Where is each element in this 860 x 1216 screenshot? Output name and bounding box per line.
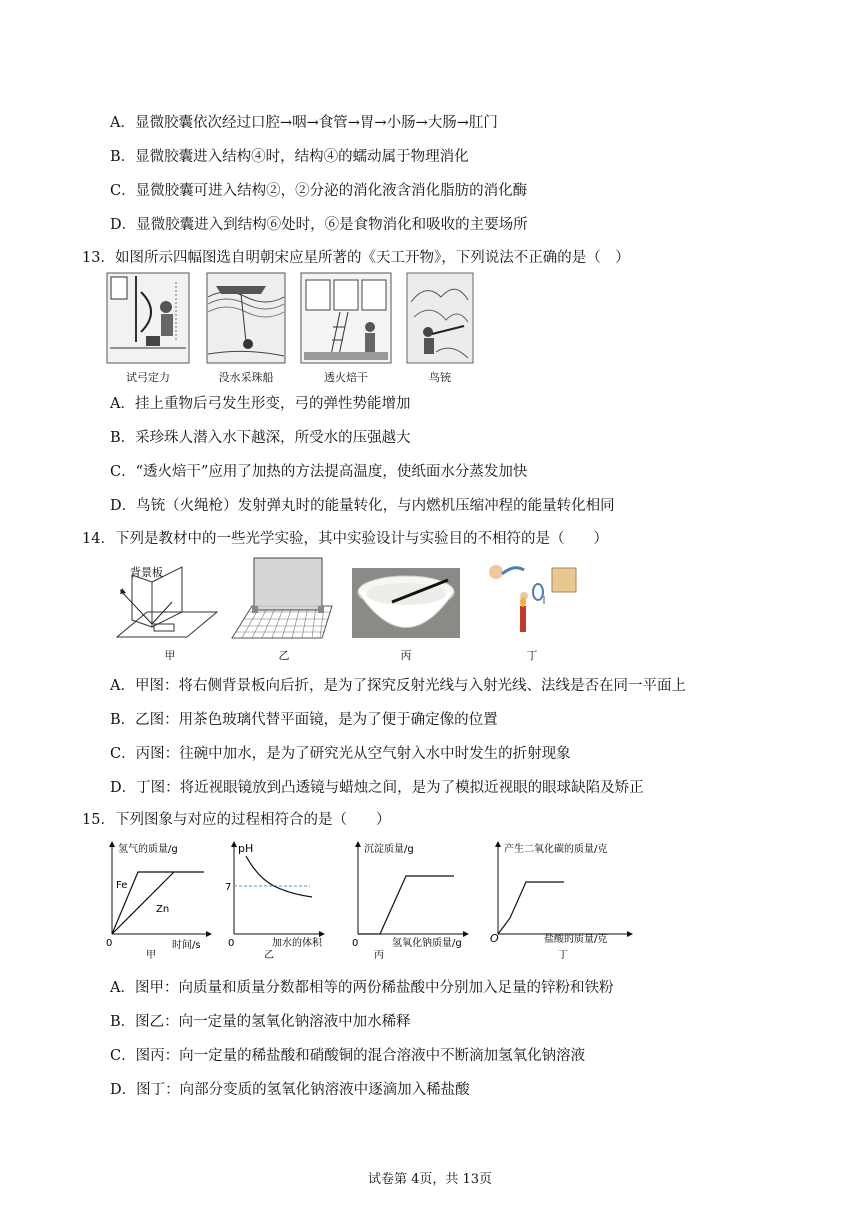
caption-pearl-diving: 没水采珠船 bbox=[218, 371, 274, 384]
q14-option-c: C．丙图：往碗中加水，是为了研究光从空气射入水中时发生的折射现象 bbox=[110, 746, 571, 762]
yi-caption: 乙 bbox=[264, 950, 274, 961]
myopia-lens-experiment-figure bbox=[484, 560, 584, 642]
yi-seven: 7 bbox=[225, 882, 232, 893]
q12-option-b: B．显微胶囊进入结构④时，结构④的蠕动属于物理消化 bbox=[110, 149, 469, 165]
jia-origin: 0 bbox=[106, 938, 113, 949]
q13-option-c: C．“透火焙干”应用了加热的方法提高温度，使纸面水分蒸发加快 bbox=[110, 464, 528, 480]
graph-jia bbox=[104, 838, 214, 961]
q14-stem: 14．下列是教材中的一些光学实验，其中实验设计与实验目的不相符的是（ ） bbox=[82, 531, 608, 547]
graph-ding bbox=[486, 838, 636, 961]
q15-stem: 15．下列图象与对应的过程相符合的是（ ） bbox=[82, 812, 391, 828]
page-footer: 试卷第 4页，共 13页 bbox=[367, 1172, 493, 1187]
caption-paper-drying: 透火焙干 bbox=[324, 371, 368, 384]
co2-curve bbox=[498, 882, 564, 934]
bing-xlabel: 氢氧化钠质量/g bbox=[392, 938, 462, 949]
woodcut-pearl-diving-image bbox=[206, 272, 286, 364]
bing-ylabel: 沉淀质量/g bbox=[364, 844, 414, 855]
graph-yi bbox=[225, 838, 326, 961]
woodcut-bow-image bbox=[106, 272, 190, 364]
ding-xlabel: 盐酸的质量/克 bbox=[544, 934, 608, 945]
q12-option-d: D．显微胶囊进入到结构⑥处时，⑥是食物消化和吸收的主要场所 bbox=[110, 217, 528, 233]
zn-label: Zn bbox=[156, 904, 170, 915]
q12-option-c: C．显微胶囊可进入结构②，②分泌的消化液含消化脂肪的消化酶 bbox=[110, 183, 528, 199]
caption-musket: 鸟铳 bbox=[429, 371, 451, 384]
woodcut-musket-image bbox=[406, 272, 474, 364]
yi-origin: 0 bbox=[228, 938, 235, 949]
precipitate-curve bbox=[358, 876, 454, 934]
caption-bow: 试弓定力 bbox=[126, 371, 170, 384]
bing-origin: 0 bbox=[352, 938, 359, 949]
caption-ding: 丁 bbox=[526, 649, 538, 662]
q15-option-c: C．图丙：向一定量的稀盐酸和硝酸铜的混合溶液中不断滴加氢氧化钠溶液 bbox=[110, 1048, 586, 1064]
jia-caption: 甲 bbox=[146, 950, 156, 961]
yi-ylabel: pH bbox=[238, 842, 254, 855]
jia-xlabel: 时间/s bbox=[172, 940, 201, 951]
q15-option-d: D．图丁：向部分变质的氢氧化钠溶液中逐滴加入稀盐酸 bbox=[110, 1082, 470, 1098]
q13-stem: 13．如图所示四幅图选自明朝宋应星所著的《天工开物》，下列说法不正确的是（ ） bbox=[82, 250, 630, 266]
q14-option-a: A．甲图：将右侧背景板向后折，是为了探究反射光线与入射光线、法线是否在同一平面上 bbox=[110, 678, 686, 694]
graph-bing bbox=[350, 838, 470, 961]
ding-caption: 丁 bbox=[558, 950, 568, 961]
yi-xlabel: 加水的体积 bbox=[272, 938, 322, 949]
ding-ylabel: 产生二氧化碳的质量/克 bbox=[504, 844, 608, 855]
bowl-refraction-image bbox=[352, 568, 460, 638]
plane-mirror-grid-figure bbox=[232, 556, 332, 640]
q13-option-a: A．挂上重物后弓发生形变，弓的弹性势能增加 bbox=[110, 396, 411, 412]
q14-option-d: D．丁图：将近视眼镜放到凸透镜与蜡烛之间，是为了模拟近视眼的眼球缺陷及矫正 bbox=[110, 780, 644, 796]
caption-jia: 甲 bbox=[164, 649, 176, 662]
fe-label: Fe bbox=[116, 880, 128, 891]
ding-origin: O bbox=[490, 932, 499, 945]
q13-option-b: B．采珍珠人潜入水下越深，所受水的压强越大 bbox=[110, 430, 411, 446]
woodcut-paper-drying-image bbox=[300, 272, 392, 364]
caption-bing: 丙 bbox=[400, 649, 412, 662]
q12-option-a: A．显微胶囊依次经过口腔→咽→食管→胃→小肠→大肠→肛门 bbox=[110, 115, 498, 131]
bing-caption: 丙 bbox=[374, 950, 384, 961]
q13-option-d: D．鸟铳（火绳枪）发射弹丸时的能量转化，与内燃机压缩冲程的能量转化相同 bbox=[110, 498, 615, 514]
q14-option-b: B．乙图：用茶色玻璃代替平面镜，是为了便于确定像的位置 bbox=[110, 712, 498, 728]
jia-ylabel: 氢气的质量/g bbox=[118, 844, 178, 855]
ph-curve bbox=[246, 856, 312, 897]
reflection-experiment-figure bbox=[112, 562, 222, 642]
q15-option-a: A．图甲：向质量和质量分数都相等的两份稀盐酸中分别加入足量的锌粉和铁粉 bbox=[110, 980, 614, 996]
caption-yi: 乙 bbox=[278, 649, 290, 662]
background-board-label: 背景板 bbox=[130, 566, 163, 579]
q15-option-b: B．图乙：向一定量的氢氧化钠溶液中加水稀释 bbox=[110, 1014, 411, 1030]
